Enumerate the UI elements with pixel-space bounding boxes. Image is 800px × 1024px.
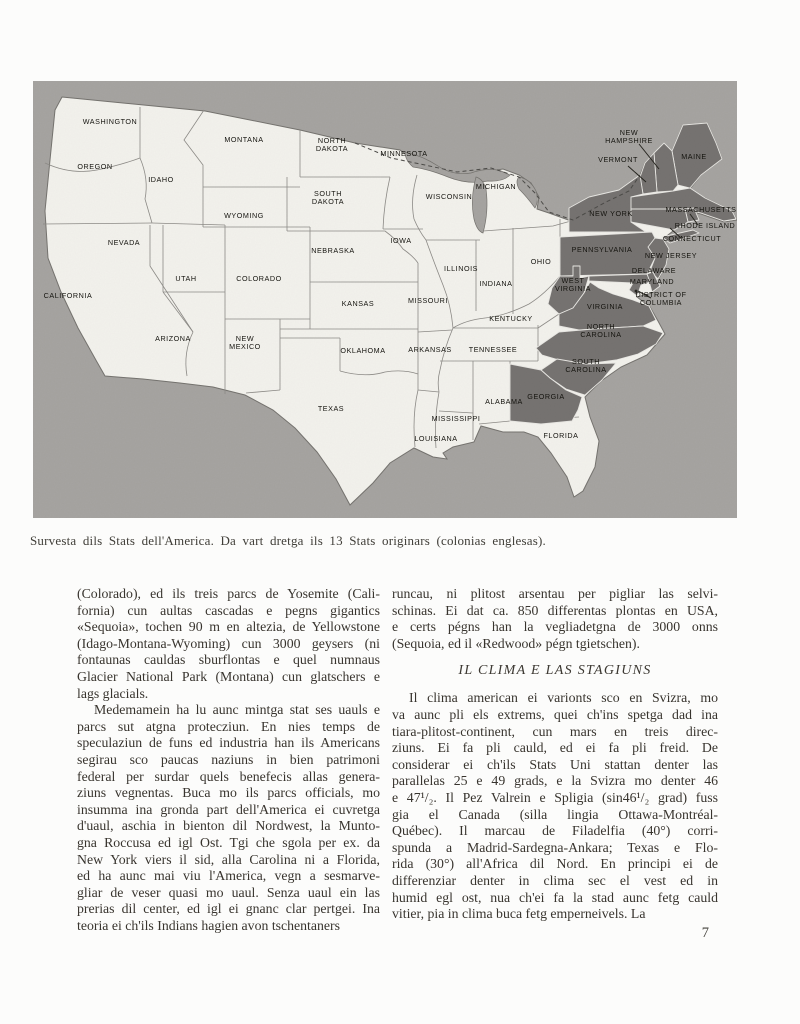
text-line: parcs sut atgna protecziun. En nies temps de xyxy=(77,718,380,734)
text-line: rida (30°) all'Africa dil Nord. En principi ei de xyxy=(392,856,718,872)
text-line: Québec). Il marcau de Filadelfia (40°) corri- xyxy=(392,823,718,839)
text-line: fornia) cun aultas cascadas e pegns gigantics xyxy=(77,602,380,618)
state-label: NEW MEXICO xyxy=(229,333,261,352)
section-heading: IL CLIMA E LAS STAGIUNS xyxy=(458,663,652,679)
state-label: OHIO xyxy=(530,257,552,266)
state-label: VERMONT xyxy=(598,155,638,164)
state-label: PENNSYLVANIA xyxy=(571,245,633,254)
text-line: speculaziun de funs ed industria han ils Americans xyxy=(77,735,380,751)
text-line: (Colorado), ed ils treis parcs de Yosemite (Cali- xyxy=(77,586,380,601)
text-line: spunda a Madrid-Sardegna-Ankara; Texas e Flo- xyxy=(392,839,718,855)
column-left xyxy=(77,586,380,934)
text-line: ziuns vegnentas. Buca mo ils parcs officials, mo xyxy=(77,785,380,801)
text-line: lags glacials. xyxy=(77,685,149,701)
state-label: TENNESSEE xyxy=(468,345,518,354)
state-label: NEW JERSEY xyxy=(644,251,698,260)
text-line: «Sequoia», tochen 90 m en altezia, de Yellowstone xyxy=(77,619,380,635)
page-number: 7 xyxy=(701,925,709,941)
text-line: federal per surdar quels benefecis allas genera- xyxy=(77,768,380,784)
state-label: CALIFORNIA xyxy=(43,291,93,300)
text-line: Glacier National Park (Montana) cun glatschers e xyxy=(77,668,380,684)
text-line: (Sequoia, ed il «Redwood» pégn tgietschen). xyxy=(392,635,640,651)
state-label: IOWA xyxy=(390,236,412,245)
text-line: insumma ina gronda part dell'America ei cuvretga xyxy=(77,801,380,817)
state-label: DELAWARE xyxy=(631,266,677,275)
state-label: ARKANSAS xyxy=(408,345,452,354)
text-line: (Idago-Montana-Wyoming) cun 3000 geysers (ni xyxy=(77,635,380,651)
state-label: DISTRICT OF COLUMBIA xyxy=(635,289,687,308)
state-label: SOUTH DAKOTA xyxy=(311,188,345,207)
text-line: va aunc pli els extrems, quei ch'ins spetga dad ina xyxy=(392,706,718,722)
state-label: NEVADA xyxy=(107,238,141,247)
paragraph xyxy=(392,586,718,652)
text-line: ed ha aunc mai viu l'America, vegn a sesmarve- xyxy=(77,868,380,884)
text-line: vitier, pia in clima buca fetg emperneivels. La xyxy=(392,906,646,922)
state-label: WYOMING xyxy=(224,211,264,220)
text-line: e certs pégns han la vegliadetgna de 3000 onns xyxy=(392,619,718,635)
text-line: e 47¹/₂. Il Pez Valrein e Spligia (sin46¹/₂ grad) fuss xyxy=(392,789,718,805)
state-label: CONNECTICUT xyxy=(662,234,722,243)
state-label: ARIZONA xyxy=(155,334,191,343)
text-columns xyxy=(77,586,720,934)
text-line: d'uaul, aschia in bienton dil Nordwest, la Munto- xyxy=(77,818,380,834)
text-line: considerar ei ch'ils Stats Uni stattan denter las xyxy=(392,756,718,772)
state-label: IDAHO xyxy=(148,175,174,184)
text-line: humid egl ost, nua ch'ei fa la stad aunc fetg cauld xyxy=(392,889,718,905)
paragraph xyxy=(392,690,718,922)
state-label: MINNESOTA xyxy=(380,149,428,158)
state-label: KANSAS xyxy=(341,299,375,308)
state-label: INDIANA xyxy=(479,279,513,288)
column-right xyxy=(392,586,718,934)
state-label: MARYLAND xyxy=(629,277,675,286)
state-label: COLORADO xyxy=(236,274,282,283)
state-label: MONTANA xyxy=(224,135,264,144)
state-label: FLORIDA xyxy=(543,431,579,440)
state-label: ILLINOIS xyxy=(444,264,478,273)
state-label: LOUISIANA xyxy=(414,434,458,443)
state-label: SOUTH CAROLINA xyxy=(565,356,607,375)
state-label: RHODE ISLAND xyxy=(674,221,736,230)
state-label: KENTUCKY xyxy=(489,314,533,323)
text-line: Medemamein ha lu aunc mintga stat ses uauls e xyxy=(94,702,380,718)
state-label: TEXAS xyxy=(317,404,345,413)
state-label: GEORGIA xyxy=(527,392,565,401)
usa-map xyxy=(33,81,737,518)
text-line: teoria ei ch'ils Indians hagien avon tschentaners xyxy=(77,917,341,933)
paragraph xyxy=(77,702,380,934)
text-line: gia el Canada (silla lingia Ottawa-Montréal- xyxy=(392,806,718,822)
state-label: NEBRASKA xyxy=(311,246,355,255)
state-label: VIRGINIA xyxy=(587,302,623,311)
state-label: UTAH xyxy=(175,274,197,283)
text-line: New York viers il sid, alla Carolina ni a Florida, xyxy=(77,851,380,867)
text-line: fontaunas cauldas sburflontas e quel numnaus xyxy=(77,652,380,668)
text-line: gliar de veser quasi mo uaul. Senza uaul ein las xyxy=(77,884,380,900)
state-label: OREGON xyxy=(77,162,113,171)
state-label: NORTH DAKOTA xyxy=(315,135,349,154)
state-label: WASHINGTON xyxy=(82,117,138,126)
state-label: NORTH CAROLINA xyxy=(580,321,622,340)
state-label: NEW YORK xyxy=(589,209,633,218)
text-line: prerias dil center, ed igl ei gnanc clar pertgei. Ina xyxy=(77,901,380,917)
text-line: runcau, ni plitost arsentau per pigliar las selvi- xyxy=(392,586,718,601)
state-label: NEW HAMPSHIRE xyxy=(605,127,653,146)
text-line: segirau sco paucas naziuns in bien patrimoni xyxy=(77,751,380,767)
state-label: MASSACHUSETTS xyxy=(665,205,737,214)
state-label: OKLAHOMA xyxy=(340,346,386,355)
state-label: MICHIGAN xyxy=(475,182,517,191)
state-label: ALABAMA xyxy=(485,397,523,406)
state-label: MAINE xyxy=(681,152,707,161)
paragraph xyxy=(77,586,380,702)
figure-caption: Survesta dils Stats dell'America. Da vart dretga ils 13 Stats originars (colonias englesas). xyxy=(30,533,546,548)
state-label: WEST VIRGINIA xyxy=(555,275,591,294)
usa-map-figure xyxy=(33,81,737,518)
text-line: ziuns. Ei fa pli cauld, ed ei fa pli freid. De xyxy=(392,740,718,756)
text-line: differenziar denter in clima sec el vest ed in xyxy=(392,872,718,888)
state-label: MISSOURI xyxy=(408,296,448,305)
text-line: Il clima american ei varionts sco en Svizra, mo xyxy=(409,690,718,706)
state-label: WISCONSIN xyxy=(425,192,473,201)
text-line: parallelas 25 e 49 grads, e la Svizra mo denter 46 xyxy=(392,773,718,789)
text-line: tiara-plitost-continent, cun mars en treis direc- xyxy=(392,723,718,739)
halftone-grain-overlay xyxy=(33,81,737,518)
text-line: gna Roccusa ed igl Ost. Tgi che sgola per ex. da xyxy=(77,834,380,850)
state-label: MISSISSIPPI xyxy=(431,414,481,423)
text-line: schinas. Ei dat ca. 850 differentas plontas en USA, xyxy=(392,602,718,618)
